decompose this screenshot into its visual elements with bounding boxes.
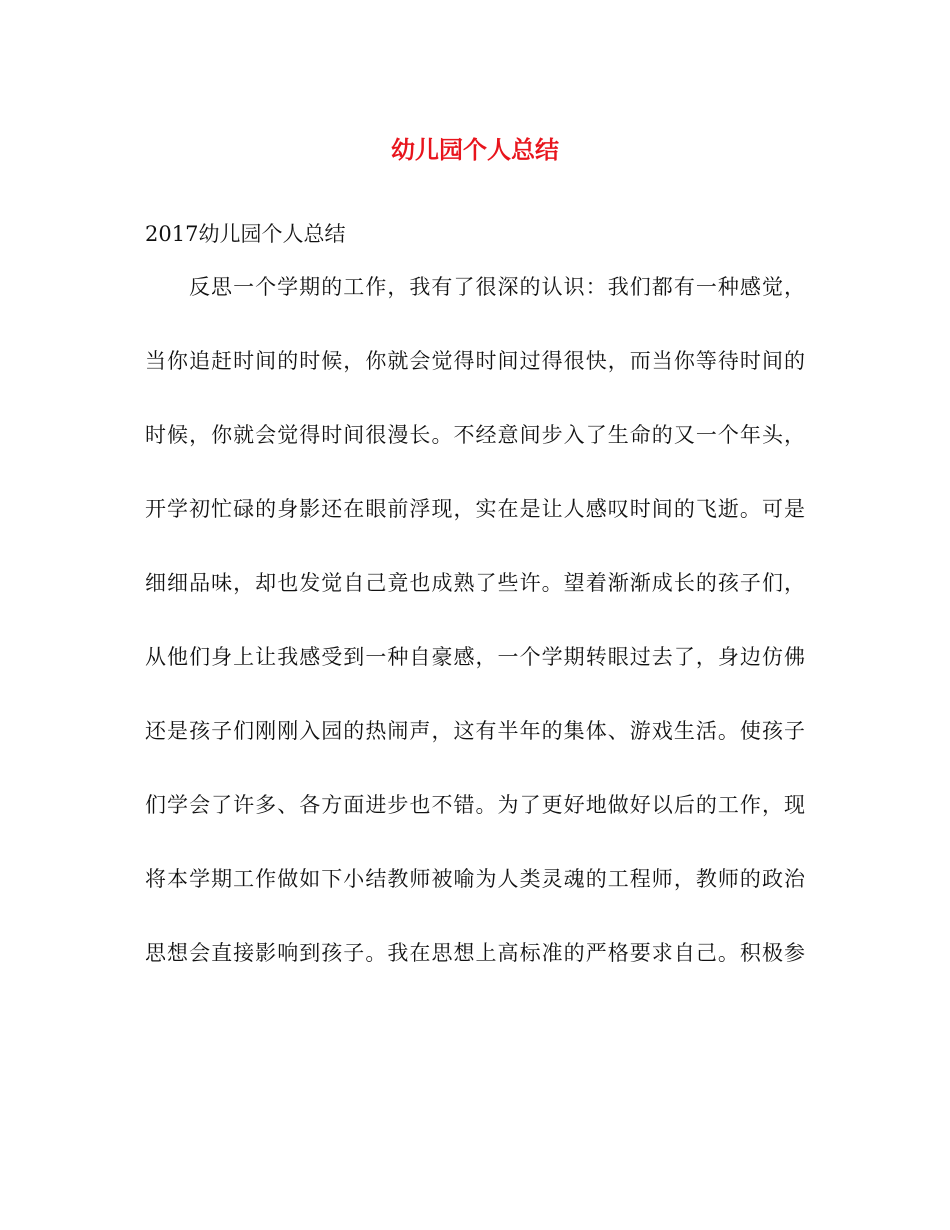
document-title: 幼儿园个人总结 [391,135,559,164]
paragraph-line: 时候，你就会觉得时间很漫长。不经意间步入了生命的又一个年头， [145,423,805,447]
document-subtitle: 2017幼儿园个人总结 [145,222,346,246]
paragraph-line: 细细品味，却也发觉自己竟也成熟了些许。望着渐渐成长的孩子们， [145,571,805,595]
paragraph-line: 将本学期工作做如下小结教师被喻为人类灵魂的工程师，教师的政治 [145,867,805,891]
body-paragraph [145,250,805,990]
paragraph-line: 反思一个学期的工作，我有了很深的认识：我们都有一种感觉， [189,275,805,299]
paragraph-line: 还是孩子们刚刚入园的热闹声，这有半年的集体、游戏生活。使孩子 [145,719,805,743]
paragraph-line: 思想会直接影响到孩子。我在思想上高标准的严格要求自己。积极参 [145,941,805,965]
paragraph-line: 从他们身上让我感受到一种自豪感，一个学期转眼过去了，身边仿佛 [145,645,805,669]
paragraph-line: 们学会了许多、各方面进步也不错。为了更好地做好以后的工作，现 [145,793,805,817]
paragraph-line: 当你追赶时间的时候，你就会觉得时间过得很快，而当你等待时间的 [145,349,805,373]
paragraph-line: 开学初忙碌的身影还在眼前浮现，实在是让人感叹时间的飞逝。可是 [145,497,805,521]
